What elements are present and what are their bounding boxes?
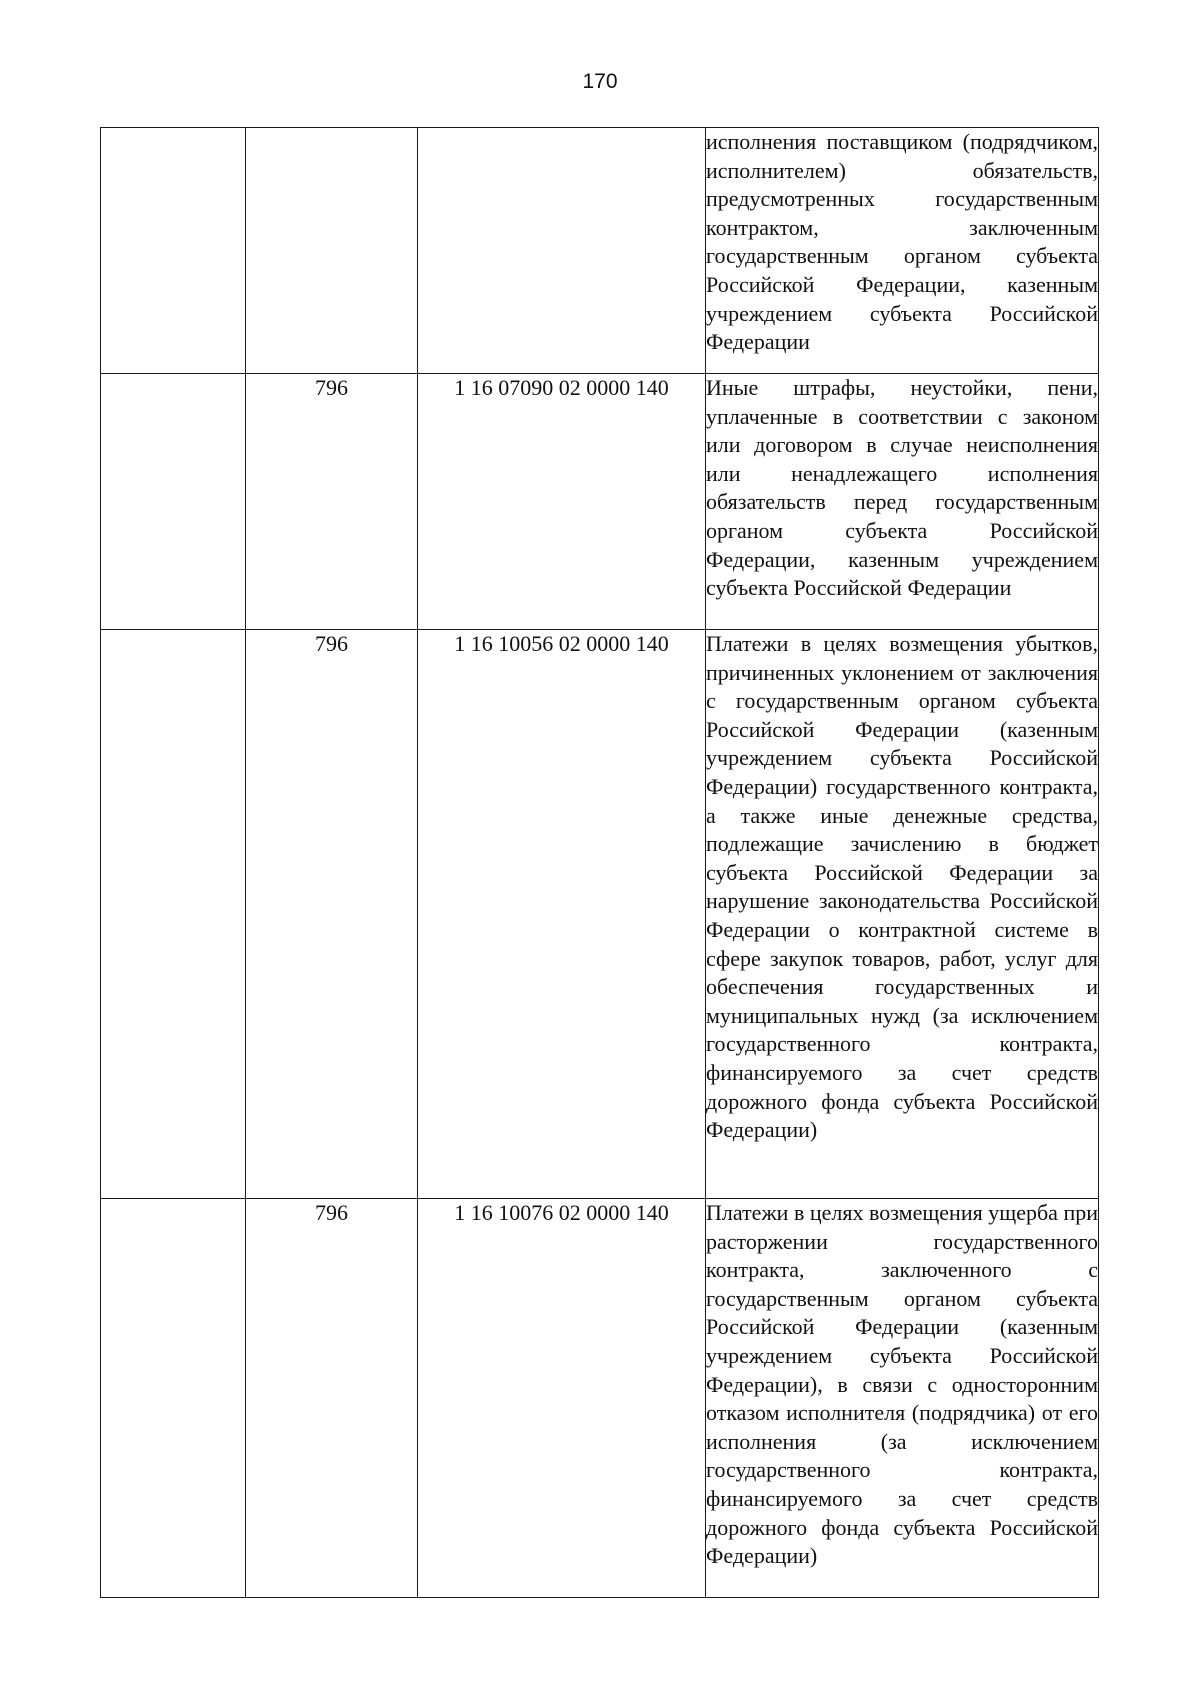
table-row [101, 374, 1099, 630]
kbk-code-cell: 1 16 07090 02 0000 140 [418, 374, 706, 630]
admin-code-cell: 796 [246, 374, 418, 630]
revenue-classification-table [100, 127, 1099, 1598]
kbk-code-cell [418, 128, 706, 374]
admin-code-cell: 796 [246, 1199, 418, 1598]
kbk-code-cell: 1 16 10056 02 0000 140 [418, 630, 706, 1199]
first-column-cell [101, 1199, 246, 1598]
first-column-cell [101, 374, 246, 630]
kbk-code-cell: 1 16 10076 02 0000 140 [418, 1199, 706, 1598]
table-row [101, 128, 1099, 374]
first-column-cell [101, 128, 246, 374]
description-cell: Иные штрафы, неустойки, пени, уплаченные в соответствии с законом или договором в случае неисполнения или ненадлежащего исполнения обязательств перед государственным органом субъекта Российской Федерации, казенным учреждением субъекта Российской Федерации [706, 374, 1099, 630]
first-column-cell [101, 630, 246, 1199]
table-row [101, 1199, 1099, 1598]
admin-code-cell [246, 128, 418, 374]
admin-code-cell: 796 [246, 630, 418, 1199]
table-row [101, 630, 1099, 1199]
description-cell: исполнения поставщиком (подрядчиком, исполнителем) обязательств, предусмотренных государственным контрактом, заключенным государственным органом субъекта Российской Федерации, казенным учреждением субъекта Российской Федерации [706, 128, 1099, 374]
page-number: 170 [582, 70, 618, 93]
description-cell: Платежи в целях возмещения убытков, причиненных уклонением от заключения с государственным органом субъекта Российской Федерации (казенным учреждением субъекта Российской Федерации) государственного контракта, а также иные денежные средства, подлежащие зачислению в бюджет субъекта Российской Федерации за нарушение законодательства Российской Федерации о контрактной системе в сфере закупок товаров, работ, услуг для обеспечения государственных и муниципальных нужд (за исключением государственного контракта, финансируемого за счет средств дорожного фонда субъекта Российской Федерации) [706, 630, 1099, 1199]
description-cell: Платежи в целях возмещения ущерба при расторжении государственного контракта, заключенного с государственным органом субъекта Российской Федерации (казенным учреждением субъекта Российской Федерации), в связи с односторонним отказом исполнителя (подрядчика) от его исполнения (за исключением государственного контракта, финансируемого за счет средств дорожного фонда субъекта Российской Федерации) [706, 1199, 1099, 1598]
